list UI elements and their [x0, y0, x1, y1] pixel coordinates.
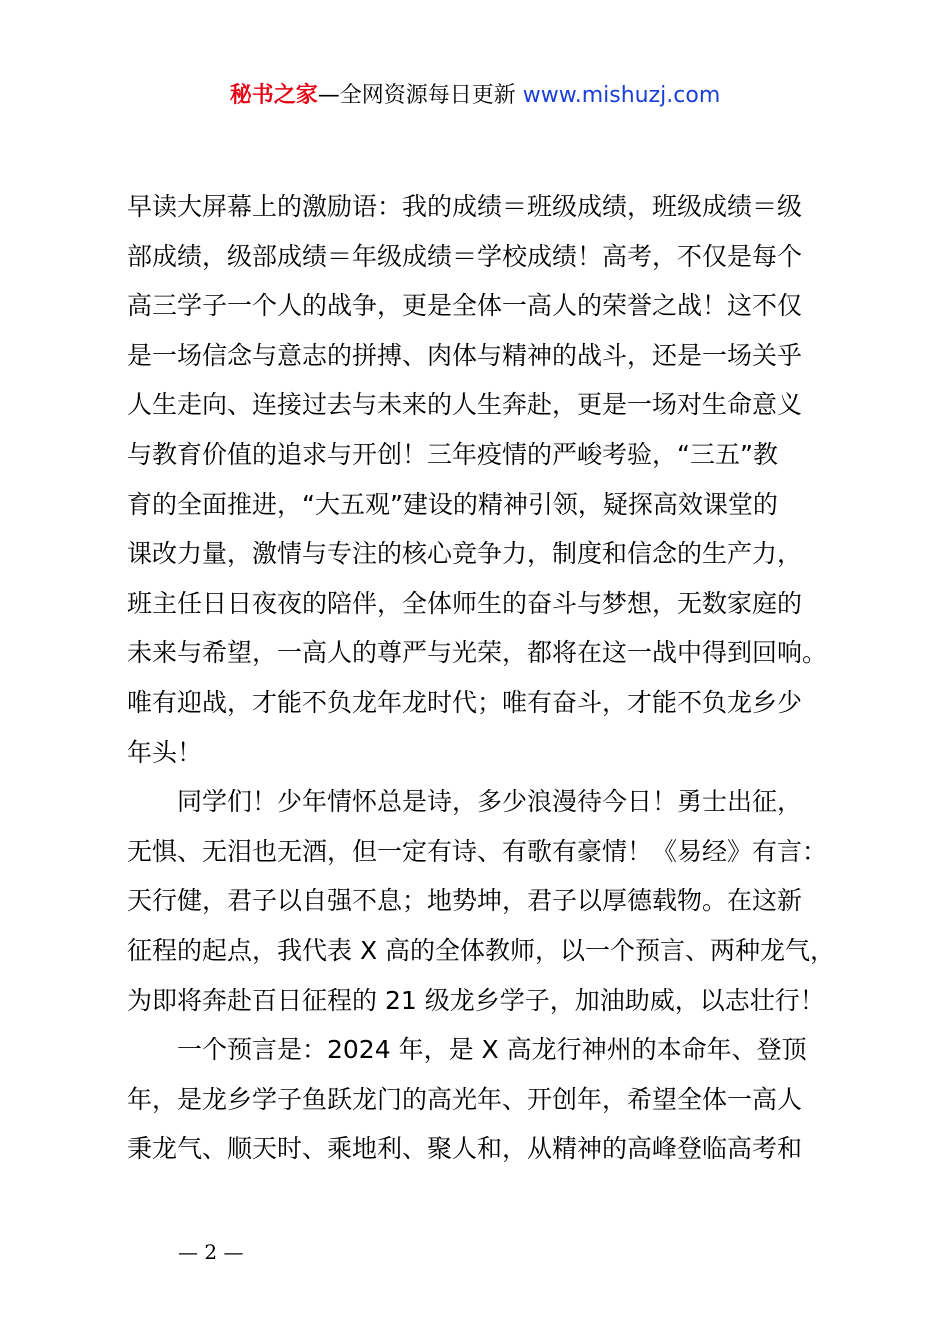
text-line: 早读大屏幕上的激励语：我的成绩＝班级成绩，班级成绩＝级	[127, 192, 803, 221]
text-line: 天行健，君子以自强不息；地势坤，君子以厚德载物。在这新	[127, 886, 803, 916]
document-body	[127, 182, 837, 1174]
text-line: 无惧、无泪也无酒，但一定有诗、有歌有豪情！《易经》有言：	[127, 836, 828, 866]
text-line: 高三学子一个人的战争，更是全体一高人的荣誉之战！这不仅	[127, 291, 803, 321]
text-line: 是一场信念与意志的拼搏、肉体与精神的战斗，还是一场关乎	[127, 340, 803, 370]
site-tagline: —全网资源每日更新	[317, 83, 523, 108]
text-line: 课改力量，激情与专注的核心竞争力，制度和信念的生产力，	[127, 539, 803, 569]
text-line: 为即将奔赴百日征程的 21 级龙乡学子，加油助威，以志壮行！	[127, 985, 825, 1015]
text-line: 人生走向、连接过去与未来的人生奔赴，更是一场对生命意义	[127, 390, 803, 420]
site-header	[0, 80, 950, 112]
text-line: 年头！	[127, 737, 203, 767]
text-line: 年，是龙乡学子鱼跃龙门的高光年、开创年，希望全体一高人	[127, 1084, 803, 1114]
text-line: 秉龙气、顺天时、乘地利、聚人和，从精神的高峰登临高考和	[127, 1134, 803, 1164]
paragraph-start-line: 同学们！少年情怀总是诗，多少浪漫待今日！勇士出征，	[177, 787, 803, 817]
site-brand: 秘书之家	[229, 83, 318, 108]
text-line: 未来与希望，一高人的尊严与光荣，都将在这一战中得到回响。	[127, 638, 828, 668]
text-line: 部成绩，级部成绩＝年级成绩＝学校成绩！高考，不仅是每个	[127, 241, 803, 271]
text-line: 征程的起点，我代表 X 高的全体教师，以一个预言、两种龙气，	[127, 935, 836, 965]
text-line: 与教育价值的追求与开创！三年疫情的严峻考验，“三五”教	[127, 439, 778, 469]
text-line: 唯有迎战，才能不负龙年龙时代；唯有奋斗，才能不负龙乡少	[127, 687, 803, 717]
text-line: 班主任日日夜夜的陪伴，全体师生的奋斗与梦想，无数家庭的	[127, 588, 803, 618]
page-number: — 2 —	[178, 1240, 244, 1264]
paragraph-start-line: 一个预言是：2024 年，是 X 高龙行神州的本命年、登顶	[177, 1035, 807, 1065]
text-line: 育的全面推进，“大五观”建设的精神引领，疑探高效课堂的	[127, 489, 778, 519]
site-url[interactable]: www.mishuzj.com	[522, 83, 721, 108]
